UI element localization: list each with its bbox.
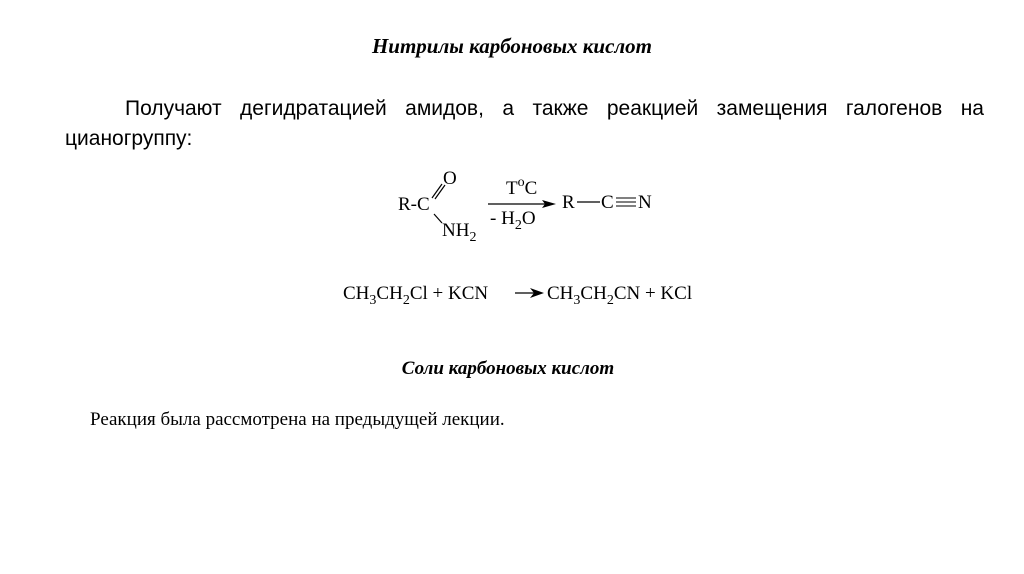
substitution-products: $CH_3CH_2CN$ + KCl	[547, 283, 693, 308]
condition-dehydration: - $H_2O$	[490, 208, 536, 233]
amide-dehydration-reaction	[380, 162, 680, 244]
intro-paragraph	[65, 94, 984, 154]
oxygen-label: O	[443, 168, 457, 189]
section-subtitle: Соли карбоновых кислот	[401, 358, 615, 379]
intro-line-1-text: Получают дегидратацией амидов, а также реакцией замещения галогенов на	[125, 97, 984, 120]
product-r: R	[562, 192, 575, 213]
substitution-reaction	[343, 279, 743, 311]
note-text: Реакция была рассмотрена на предыдущей лекции.	[90, 409, 505, 430]
product-n: N	[638, 192, 652, 213]
amine-label: $NH_2$	[442, 220, 477, 244]
condition-temperature: $T^oC$	[506, 175, 538, 199]
intro-line-1	[65, 94, 984, 124]
page-title: Нитрилы карбоновых кислот	[371, 34, 653, 58]
substitution-reactants: $CH_3CH_2Cl$ + KCN	[343, 283, 489, 308]
intro-line-2: цианогруппу:	[65, 127, 193, 150]
reactant-prefix: R-C	[398, 194, 430, 215]
product-c: C	[601, 192, 614, 213]
amine-bond	[434, 214, 442, 223]
